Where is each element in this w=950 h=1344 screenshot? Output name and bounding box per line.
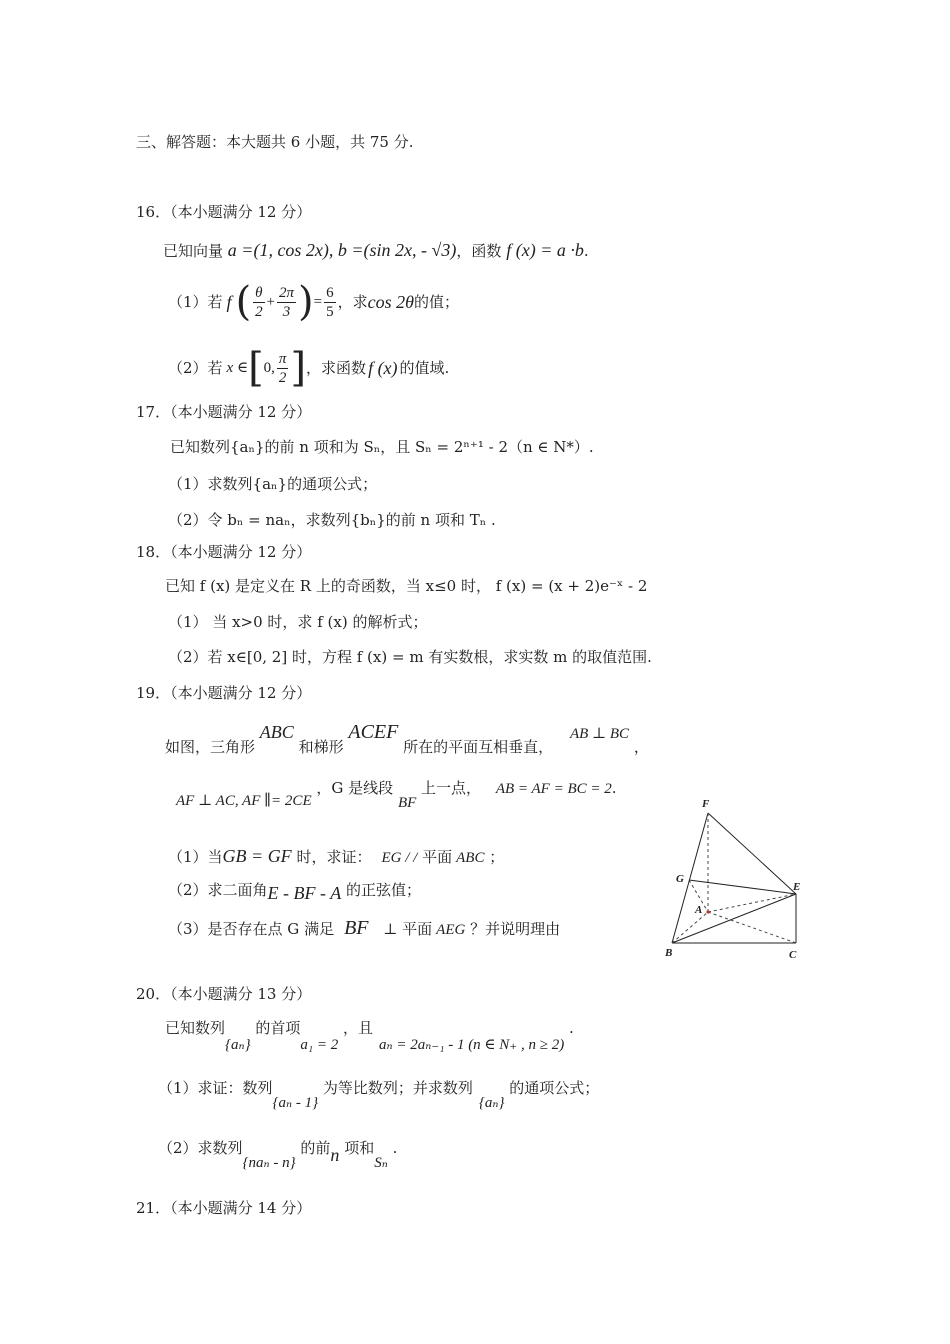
edge-ac bbox=[708, 912, 796, 943]
q19-line2 bbox=[176, 778, 617, 811]
q20-heading bbox=[136, 984, 311, 1004]
edge-ba bbox=[672, 912, 708, 943]
label-b: B bbox=[665, 947, 673, 959]
q19-l1c: 所在的平面互相垂直， bbox=[403, 738, 554, 756]
q19-line1 bbox=[165, 721, 649, 756]
q19-l1end: ， bbox=[633, 738, 649, 756]
q19-eq: AB = AF = BC = 2 bbox=[495, 781, 612, 797]
q19-l2end: . bbox=[611, 779, 617, 797]
q19-cond: AF ⊥ AC, AF ∥= 2CE bbox=[176, 793, 312, 809]
q18-number: 18． bbox=[136, 543, 171, 561]
q21-score: （本小题满分 14 分） bbox=[170, 1199, 312, 1217]
q16-p2-end: 的值域. bbox=[399, 359, 450, 377]
point-a-dot bbox=[706, 910, 709, 913]
q16-function: f (x) = a ·b bbox=[506, 240, 584, 260]
label-g: G bbox=[676, 873, 684, 885]
q19-acef: ACEF bbox=[348, 721, 399, 743]
label-c: C bbox=[789, 949, 797, 961]
q19-l1b: 和梯形 bbox=[298, 738, 344, 756]
q16-p2-prefix: （2）若 bbox=[168, 359, 223, 377]
q19-heading bbox=[136, 683, 311, 703]
q19-l2c: 上一点， bbox=[421, 779, 482, 797]
q19-score: （本小题满分 12 分） bbox=[170, 684, 312, 702]
edge-ae bbox=[708, 894, 796, 912]
q19-number: 19． bbox=[136, 684, 171, 702]
q16-p2-fx: f (x) bbox=[368, 358, 398, 378]
q16-stem-mid: ，函数 bbox=[456, 242, 502, 260]
q19-bf: BF bbox=[397, 795, 417, 811]
edge-fe bbox=[708, 813, 796, 894]
q20-a1: a₁ = 2 bbox=[300, 1037, 339, 1053]
q16-p2-x: x ∈ bbox=[226, 360, 249, 376]
edge-ge bbox=[689, 880, 796, 894]
q16-number: 16． bbox=[136, 203, 171, 221]
section-header: 三、解答题：本大题共 6 小题，共 75 分. bbox=[136, 133, 414, 151]
q16-p1-frac2: $\frac{2\pi}{3}$ bbox=[279, 284, 295, 320]
q16-part1 bbox=[168, 278, 459, 326]
label-a: A bbox=[695, 904, 703, 916]
edge-be bbox=[672, 894, 796, 943]
q19-part2: （2）求二面角E - BF - A 的正弦值； bbox=[168, 881, 421, 903]
q19-part1: （1）当GB = GF 时，求证： EG / / 平面 ABC ； bbox=[168, 846, 505, 866]
q20-p2-n: n bbox=[330, 1145, 340, 1165]
q16-p1-prefix: （1）若 bbox=[168, 293, 223, 311]
q19-abc: ABC bbox=[259, 722, 294, 742]
q16-p2-zero: 0, bbox=[263, 360, 275, 376]
q16-p1-suffix: ，求 bbox=[337, 293, 368, 311]
q19-p2-angle: E - BF - A bbox=[267, 883, 342, 903]
q18-heading bbox=[136, 542, 311, 562]
q17-heading bbox=[136, 402, 311, 422]
q16-p1-frac3: $\frac{6}{5}$ bbox=[326, 284, 334, 320]
q19-part3: （3）是否存在点 G 满足 BF ⊥ 平面 AEG ？并说明理由 bbox=[168, 917, 561, 939]
q18-score: （本小题满分 12 分） bbox=[170, 543, 312, 561]
right-bracket: ] bbox=[290, 345, 307, 391]
q16-stem-text: 已知向量 bbox=[163, 242, 224, 260]
q17-score: （本小题满分 12 分） bbox=[170, 403, 312, 421]
q20-p1-seq: {aₙ - 1} bbox=[272, 1095, 319, 1111]
q16-p1-eq: = bbox=[313, 294, 323, 310]
q16-p1-f: f bbox=[226, 292, 232, 312]
q20-seq: {aₙ} bbox=[225, 1037, 251, 1053]
q19-p3-aeg: AEG bbox=[436, 922, 466, 938]
q20-p2-seq: {naₙ - n} bbox=[242, 1155, 296, 1171]
q20-rec: aₙ = 2aₙ₋₁ - 1 (n ∈ N₊ , n ≥ 2) bbox=[379, 1037, 565, 1053]
q16-p1-end: 的值； bbox=[413, 293, 459, 311]
label-e: E bbox=[793, 881, 801, 893]
q16-p2-mid: ，求函数 bbox=[306, 359, 367, 377]
q16-p2-frac: $\frac{\pi}{2}$ bbox=[278, 350, 287, 386]
q20-part2: （2）求数列{naₙ - n} 的前n 项和Sₙ . bbox=[158, 1139, 398, 1171]
q19-p3-bf: BF bbox=[344, 917, 369, 939]
q17-part2: （2）令 bₙ = naₙ，求数列{bₙ}的前 n 项和 Tₙ . bbox=[168, 511, 496, 529]
q20-p2-s: Sₙ bbox=[374, 1155, 388, 1171]
q16-heading bbox=[136, 202, 311, 222]
q19-l1a: 如图，三角形 bbox=[165, 738, 256, 756]
q18-part1: （1） 当 x>0 时，求 f (x) 的解析式； bbox=[168, 613, 428, 631]
q18-stem: 已知 f (x) 是定义在 R 上的奇函数，当 x≤0 时， f (x) = (x + 2)e⁻ˣ - 2 bbox=[165, 577, 648, 595]
q17-part1: （1）求数列{aₙ}的通项公式； bbox=[168, 475, 378, 493]
left-bracket: [ bbox=[248, 345, 264, 391]
q16-p1-frac1: $\frac{\theta}{2}$ bbox=[255, 284, 263, 320]
q16-stem bbox=[163, 240, 589, 261]
q16-p1-plus: + bbox=[266, 294, 276, 310]
q16-p1-expr: cos 2θ bbox=[367, 292, 414, 312]
q20-score: （本小题满分 13 分） bbox=[170, 985, 312, 1003]
q16-score: （本小题满分 12 分） bbox=[170, 203, 312, 221]
q21-heading bbox=[136, 1198, 311, 1218]
q16-part2 bbox=[168, 344, 449, 392]
geometry-figure bbox=[660, 790, 820, 965]
q20-number: 20． bbox=[136, 985, 171, 1003]
q16-vectors: a =(1, cos 2x), b =(sin 2x, - √3) bbox=[227, 240, 457, 260]
q19-l2mid: ，G 是线段 bbox=[316, 779, 394, 797]
q17-stem: 已知数列{aₙ}的前 n 项和为 Sₙ，且 Sₙ = 2ⁿ⁺¹ - 2（n ∈ N*）. bbox=[170, 438, 594, 456]
q17-number: 17． bbox=[136, 403, 171, 421]
q21-number: 21． bbox=[136, 1199, 171, 1217]
left-paren: ( bbox=[235, 279, 252, 325]
q19-p1-cond: GB = GF bbox=[222, 846, 292, 866]
q20-p1-seq2: {aₙ} bbox=[478, 1095, 505, 1111]
q20-part1: （1）求证：数列{aₙ - 1} 为等比数列；并求数列{aₙ} 的通项公式； bbox=[158, 1079, 600, 1111]
q19-p1-abc: ABC bbox=[456, 850, 485, 866]
q19-perp: AB ⊥ BC bbox=[569, 726, 630, 742]
label-f: F bbox=[702, 798, 710, 810]
q16-stem-end: . bbox=[583, 242, 589, 260]
q20-stem: 已知数列{aₙ} 的首项a₁ = 2 ，且aₙ = 2aₙ₋₁ - 1 (n ∈ N₊ , n ≥ 2) . bbox=[165, 1019, 574, 1053]
q19-p1-par: EG / / bbox=[381, 850, 418, 866]
right-paren: ) bbox=[298, 279, 314, 325]
q18-part2: （2）若 x∈[0, 2] 时，方程 f (x) = m 有实数根，求实数 m 的取值范围. bbox=[168, 648, 652, 666]
